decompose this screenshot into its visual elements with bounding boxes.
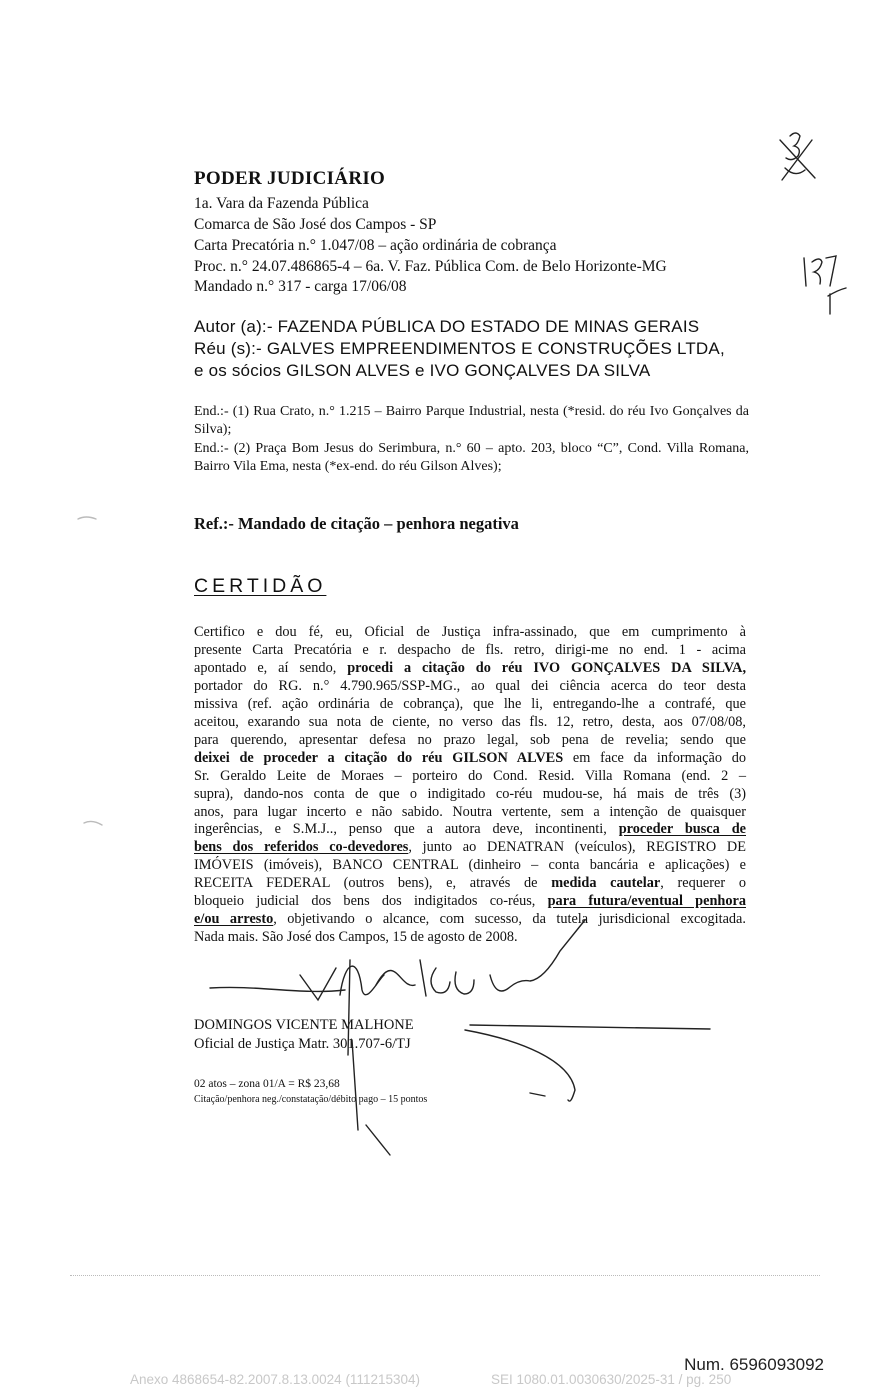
address-1: End.:- (1) Rua Crato, n.° 1.215 – Bairro Parque Industrial, nesta (*resid. do réu Ivo Gonçalves da Silva); [194, 404, 749, 437]
body-line: para querendo, apresentar defesa no prazo legal, sob pena de revelia; sendo que [194, 731, 746, 748]
body-line: apontado e, aí sendo, procedi a citação do réu IVO GONÇALVES DA SILVA, [194, 659, 747, 676]
reference-line: Ref.:- Mandado de citação – penhora negativa [194, 514, 519, 533]
body-line: IMÓVEIS (imóveis), BANCO CENTRAL (dinheiro – conta bancária e aplicações) e [194, 857, 746, 874]
handwritten-page-number-top [786, 133, 800, 160]
address-2: End.:- (2) Praça Bom Jesus do Serimbura, n.° 60 – apto. 203, bloco “C”, Cond. Villa Romana, Bairro Vila Ema, nesta (*ex-end. do réu Gilson Alves); [194, 441, 749, 474]
bottom-divider [70, 1275, 820, 1276]
officer-role: Oficial de Justiça Matr. 301.707-6/TJ [194, 1036, 411, 1052]
anexo-reference: Anexo 4868654-82.2007.8.13.0024 (111215304) [130, 1372, 420, 1387]
autor-line: Autor (a):- FAZENDA PÚBLICA DO ESTADO DE MINAS GERAIS [194, 317, 700, 336]
process-number: Proc. n.° 24.07.486865-4 – 6a. V. Faz. Pública Com. de Belo Horizonte-MG [194, 258, 667, 275]
body-line: bens dos referidos co-devedores, junto ao DENATRAN (veículos), REGISTRO DE [194, 839, 746, 856]
handwritten-page-number-side [804, 258, 806, 286]
body-line: Nada mais. São José dos Campos, 15 de agosto de 2008. [194, 929, 518, 946]
body-line: missiva (ref. ação ordinária de cobrança), que lhe li, entregando-lhe a contrafé, que [194, 695, 746, 712]
certidao-heading: CERTIDÃO [194, 575, 327, 597]
reu-line: Réu (s):- GALVES EMPREENDIMENTOS E CONSTRUÇÕES LTDA, [194, 339, 725, 358]
body-line: aceitou, exarando sua nota de ciente, no verso das fls. 12, retro, desta, aos 07/08/08, [194, 713, 746, 730]
body-line: deixei de proceder a citação do réu GILSON ALVES em face da informação do [194, 749, 747, 766]
body-line: supra), dando-nos conta de que o indigitado co-réu mudou-se, há mais de três (3) [194, 785, 746, 802]
body-line: Certifico e dou fé, eu, Oficial de Justiça infra-assinado, que em cumprimento à [194, 624, 746, 640]
body-line: e/ou arresto, objetivando o alcance, com sucesso, da tutela jurisdicional excogitada. [194, 911, 746, 928]
body-line: portador do RG. n.° 4.790.965/SSP-MG., ao qual dei ciência acerca do teor desta [194, 677, 746, 694]
mandado-number: Mandado n.° 317 - carga 17/06/08 [194, 278, 407, 295]
court-title: PODER JUDICIÁRIO [194, 168, 386, 189]
body-line: Sr. Geraldo Leite de Moraes – porteiro do Cond. Resid. Villa Romana (end. 2 – [194, 767, 746, 784]
body-line: ingerências, e S.M.J.., penso que a autora deve, incontinenti, proceder busca de [194, 821, 746, 838]
body-line: presente Carta Precatória e r. despacho de fls. retro, dirigi-me no end. 1 - acima [194, 641, 746, 658]
fees-line: 02 atos – zona 01/A = R$ 23,68 [194, 1078, 340, 1090]
body-line: RECEITA FEDERAL (outros bens), e, através de medida cautelar, requerer o [194, 875, 746, 892]
court-comarca: Comarca de São José dos Campos - SP [194, 216, 437, 233]
body-line: bloqueio judicial dos bens dos indigitados co-réus, para futura/eventual penhora [194, 893, 746, 910]
carta-precatoria: Carta Precatória n.° 1.047/08 – ação ordinária de cobrança [194, 237, 557, 254]
court-vara: 1a. Vara da Fazenda Pública [194, 195, 369, 212]
body-line: anos, para lugar incerto e não sabido. Noutra vertente, sem a intenção de quaisquer [194, 803, 746, 820]
officer-name: DOMINGOS VICENTE MALHONE [194, 1017, 414, 1033]
sei-reference: SEI 1080.01.0030630/2025-31 / pg. 250 [491, 1372, 732, 1387]
socios-line: e os sócios GILSON ALVES e IVO GONÇALVES DA SILVA [194, 361, 651, 380]
fees-detail: Citação/penhora neg./constatação/débito pago – 15 pontos [194, 1094, 428, 1105]
document-number: Num. 6596093092 [684, 1355, 824, 1374]
